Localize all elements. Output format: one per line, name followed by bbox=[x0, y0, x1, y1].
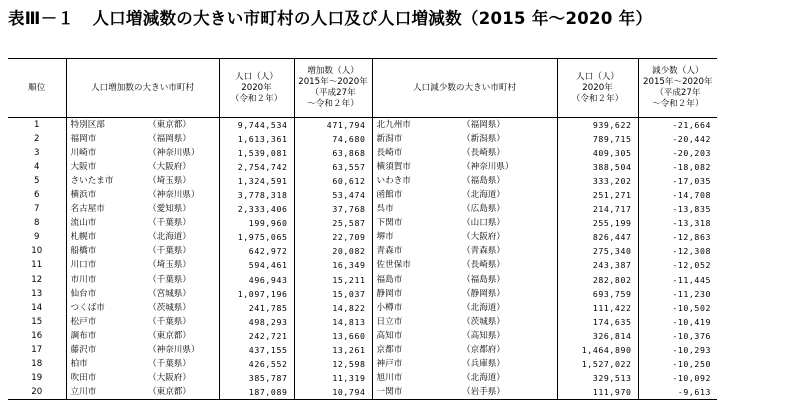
cell-dec-city: 静岡市 bbox=[372, 287, 462, 301]
table-row bbox=[8, 343, 794, 357]
cell-inc-pop: 3,778,318 bbox=[219, 188, 294, 202]
cell-inc-pref: （大阪府） bbox=[148, 162, 191, 173]
cell-dec-pop: 214,717 bbox=[557, 202, 638, 216]
table-row bbox=[8, 118, 794, 133]
cell-dec-pop: 111,970 bbox=[557, 385, 638, 400]
cell-dec-pref: （広島県） bbox=[462, 204, 505, 215]
cell-rank: 2 bbox=[34, 134, 40, 145]
cell-dec-pop: 826,447 bbox=[557, 230, 638, 244]
table-number: 表Ⅲ－１ bbox=[8, 9, 75, 28]
cell-inc-pop: 9,744,534 bbox=[219, 118, 294, 133]
table-row bbox=[8, 188, 794, 202]
cell-dec-pop: 1,527,022 bbox=[557, 357, 638, 371]
cell-inc-pop: 498,293 bbox=[219, 315, 294, 329]
cell-dec-city: 堺市 bbox=[372, 230, 462, 244]
cell-inc-change: 63,868 bbox=[294, 146, 372, 160]
header-decrease-population: 人口（人） 2020年 （令和２年） bbox=[557, 59, 638, 118]
cell-dec-pref: （北海道） bbox=[462, 190, 505, 201]
cell-inc-change: 14,813 bbox=[294, 315, 372, 329]
cell-rank: 10 bbox=[31, 246, 43, 257]
cell-dec-change: -17,035 bbox=[638, 174, 717, 188]
cell-dec-change: -10,293 bbox=[638, 343, 717, 357]
cell-dec-city: 函館市 bbox=[372, 188, 462, 202]
cell-dec-city: 佐世保市 bbox=[372, 258, 462, 272]
cell-dec-pop: 693,759 bbox=[557, 287, 638, 301]
cell-dec-pop: 409,305 bbox=[557, 146, 638, 160]
cell-dec-city: 小樽市 bbox=[372, 301, 462, 315]
table-row bbox=[8, 357, 794, 371]
cell-dec-pref: （長崎県） bbox=[462, 148, 505, 159]
cell-inc-pref: （福岡県） bbox=[148, 134, 191, 145]
cell-inc-city: 松戸市 bbox=[66, 315, 148, 329]
cell-inc-pop: 187,089 bbox=[219, 385, 294, 400]
cell-inc-change: 13,660 bbox=[294, 329, 372, 343]
table-row bbox=[8, 174, 794, 188]
population-change-table bbox=[8, 58, 794, 400]
cell-dec-change: -10,250 bbox=[638, 357, 717, 371]
cell-dec-city: 高知市 bbox=[372, 329, 462, 343]
table-row bbox=[8, 216, 794, 230]
cell-dec-pref: （福島県） bbox=[462, 176, 505, 187]
cell-dec-pref: （高知県） bbox=[462, 330, 505, 341]
cell-dec-pop: 111,422 bbox=[557, 301, 638, 315]
cell-inc-pop: 642,972 bbox=[219, 244, 294, 258]
cell-dec-city: 一関市 bbox=[372, 385, 462, 400]
cell-inc-change: 15,037 bbox=[294, 287, 372, 301]
table-row bbox=[8, 230, 794, 244]
cell-dec-pref: （大阪府） bbox=[462, 232, 505, 243]
cell-dec-city: 日立市 bbox=[372, 315, 462, 329]
page-title bbox=[8, 4, 798, 34]
cell-inc-change: 37,768 bbox=[294, 202, 372, 216]
table-row bbox=[8, 287, 794, 301]
cell-dec-city: 神戸市 bbox=[372, 357, 462, 371]
cell-dec-city: 青森市 bbox=[372, 244, 462, 258]
cell-dec-change: -18,082 bbox=[638, 160, 717, 174]
cell-dec-change: -14,708 bbox=[638, 188, 717, 202]
cell-inc-pref: （千葉県） bbox=[148, 218, 191, 229]
cell-dec-pop: 939,622 bbox=[557, 118, 638, 133]
cell-rank: 9 bbox=[34, 232, 40, 243]
cell-inc-change: 471,794 bbox=[294, 118, 372, 133]
cell-inc-pref: （大阪府） bbox=[148, 372, 191, 383]
cell-dec-change: -21,664 bbox=[638, 118, 717, 133]
cell-rank: 11 bbox=[31, 260, 43, 271]
cell-dec-pop: 174,635 bbox=[557, 315, 638, 329]
cell-inc-change: 25,587 bbox=[294, 216, 372, 230]
cell-dec-city: いわき市 bbox=[372, 174, 462, 188]
cell-dec-pref: （岩手県） bbox=[462, 385, 557, 400]
cell-dec-pop: 1,464,890 bbox=[557, 343, 638, 357]
cell-dec-pop: 251,271 bbox=[557, 188, 638, 202]
cell-rank: 20 bbox=[8, 385, 66, 400]
cell-dec-pref: （茨城県） bbox=[462, 316, 505, 327]
header-decrease-municipality: 人口減少数の大きい市町村 bbox=[372, 59, 557, 118]
cell-dec-city: 下関市 bbox=[372, 216, 462, 230]
cell-dec-pop: 282,802 bbox=[557, 273, 638, 287]
cell-rank: 3 bbox=[34, 148, 40, 159]
cell-inc-pop: 1,613,361 bbox=[219, 132, 294, 146]
cell-dec-change: -11,445 bbox=[638, 273, 717, 287]
table-row bbox=[8, 315, 794, 329]
cell-dec-pop: 326,814 bbox=[557, 329, 638, 343]
cell-rank: 15 bbox=[31, 316, 43, 327]
cell-dec-pop: 255,199 bbox=[557, 216, 638, 230]
cell-inc-change: 20,082 bbox=[294, 244, 372, 258]
cell-dec-change: -10,376 bbox=[638, 329, 717, 343]
cell-dec-city: 福島市 bbox=[372, 273, 462, 287]
cell-inc-pop: 241,785 bbox=[219, 301, 294, 315]
cell-inc-city: 吹田市 bbox=[66, 371, 148, 385]
cell-rank: 6 bbox=[34, 190, 40, 201]
cell-inc-city: 大阪市 bbox=[66, 160, 148, 174]
cell-inc-pref: （千葉県） bbox=[148, 274, 191, 285]
cell-inc-pop: 496,943 bbox=[219, 273, 294, 287]
cell-inc-pref: （東京都） bbox=[148, 385, 219, 400]
cell-inc-city: つくば市 bbox=[66, 301, 148, 315]
cell-dec-pref: （北海道） bbox=[462, 302, 505, 313]
cell-inc-city: 札幌市 bbox=[66, 230, 148, 244]
cell-inc-change: 53,474 bbox=[294, 188, 372, 202]
cell-inc-change: 16,349 bbox=[294, 258, 372, 272]
cell-inc-pop: 1,324,591 bbox=[219, 174, 294, 188]
cell-rank: 7 bbox=[34, 204, 40, 215]
cell-inc-pop: 2,333,406 bbox=[219, 202, 294, 216]
cell-inc-city: 川崎市 bbox=[66, 146, 148, 160]
cell-inc-change: 14,822 bbox=[294, 301, 372, 315]
cell-inc-pref: （茨城県） bbox=[148, 302, 191, 313]
cell-dec-pref: （山口県） bbox=[462, 218, 505, 229]
cell-inc-pop: 199,960 bbox=[219, 216, 294, 230]
cell-inc-change: 11,319 bbox=[294, 371, 372, 385]
cell-inc-pop: 437,155 bbox=[219, 343, 294, 357]
table-row bbox=[8, 244, 794, 258]
table-row bbox=[8, 258, 794, 272]
cell-inc-change: 74,680 bbox=[294, 132, 372, 146]
cell-dec-pref: （静岡県） bbox=[462, 288, 505, 299]
cell-dec-city: 長崎市 bbox=[372, 146, 462, 160]
cell-dec-city: 旭川市 bbox=[372, 371, 462, 385]
cell-rank: 4 bbox=[34, 162, 40, 173]
table-row bbox=[8, 385, 794, 400]
cell-dec-pref: （長崎県） bbox=[462, 260, 505, 271]
cell-rank: 17 bbox=[31, 344, 43, 355]
cell-inc-pop: 1,097,196 bbox=[219, 287, 294, 301]
cell-dec-pop: 275,340 bbox=[557, 244, 638, 258]
cell-dec-change: -12,308 bbox=[638, 244, 717, 258]
header-increase-change: 増加数（人） 2015年～2020年 （平成27年 ～令和２年） bbox=[294, 59, 372, 118]
header-decrease-change: 減少数（人） 2015年～2020年 （平成27年 ～令和２年） bbox=[638, 59, 717, 118]
cell-inc-city: 立川市 bbox=[66, 385, 148, 400]
cell-inc-change: 10,794 bbox=[294, 385, 372, 400]
cell-inc-pref: （埼玉県） bbox=[148, 260, 191, 271]
cell-dec-change: -20,442 bbox=[638, 132, 717, 146]
cell-dec-pref: （福島県） bbox=[462, 274, 505, 285]
cell-dec-city: 新潟市 bbox=[372, 132, 462, 146]
cell-dec-change: -10,419 bbox=[638, 315, 717, 329]
cell-rank: 19 bbox=[31, 372, 43, 383]
cell-inc-city: 市川市 bbox=[66, 273, 148, 287]
cell-inc-city: 藤沢市 bbox=[66, 343, 148, 357]
cell-inc-pref: （神奈川県） bbox=[148, 190, 200, 201]
cell-inc-city: 流山市 bbox=[66, 216, 148, 230]
cell-dec-change: -12,052 bbox=[638, 258, 717, 272]
cell-inc-pop: 1,539,081 bbox=[219, 146, 294, 160]
cell-inc-city: 川口市 bbox=[66, 258, 148, 272]
cell-inc-city: 船橋市 bbox=[66, 244, 148, 258]
cell-dec-pop: 333,202 bbox=[557, 174, 638, 188]
table-row bbox=[8, 146, 794, 160]
cell-inc-pref: （千葉県） bbox=[148, 246, 191, 257]
cell-dec-change: -11,230 bbox=[638, 287, 717, 301]
cell-dec-pref: （神奈川県） bbox=[462, 162, 514, 173]
cell-inc-pop: 1,975,065 bbox=[219, 230, 294, 244]
cell-inc-city: 横浜市 bbox=[66, 188, 148, 202]
table-row bbox=[8, 301, 794, 315]
cell-rank: 5 bbox=[34, 176, 40, 187]
cell-inc-change: 63,557 bbox=[294, 160, 372, 174]
table-body bbox=[8, 118, 794, 400]
cell-rank: 18 bbox=[31, 358, 43, 369]
cell-inc-pop: 2,754,742 bbox=[219, 160, 294, 174]
cell-dec-change: -13,318 bbox=[638, 216, 717, 230]
cell-dec-pop: 388,504 bbox=[557, 160, 638, 174]
cell-inc-pop: 594,461 bbox=[219, 258, 294, 272]
cell-dec-pop: 789,715 bbox=[557, 132, 638, 146]
cell-inc-change: 22,709 bbox=[294, 230, 372, 244]
cell-inc-change: 15,211 bbox=[294, 273, 372, 287]
cell-inc-pref: （北海道） bbox=[148, 232, 191, 243]
cell-inc-change: 12,598 bbox=[294, 357, 372, 371]
cell-inc-pref: （神奈川県） bbox=[148, 344, 200, 355]
cell-dec-change: -20,203 bbox=[638, 146, 717, 160]
cell-rank: 8 bbox=[34, 218, 40, 229]
cell-dec-pop: 329,513 bbox=[557, 371, 638, 385]
table-row bbox=[8, 202, 794, 216]
cell-dec-pref: （福岡県） bbox=[462, 120, 505, 131]
cell-dec-change: -13,835 bbox=[638, 202, 717, 216]
cell-rank: 14 bbox=[31, 302, 43, 313]
table-row bbox=[8, 160, 794, 174]
cell-dec-city: 北九州市 bbox=[372, 118, 462, 133]
cell-inc-city: 福岡市 bbox=[66, 132, 148, 146]
cell-inc-city: 名古屋市 bbox=[66, 202, 148, 216]
cell-dec-pref: （青森県） bbox=[462, 246, 505, 257]
table-caption: 人口増減数の大きい市町村の人口及び人口増減数（2015 年～2020 年） bbox=[92, 9, 653, 28]
cell-inc-pref: （宮城県） bbox=[148, 288, 191, 299]
cell-inc-change: 60,612 bbox=[294, 174, 372, 188]
cell-rank: 13 bbox=[31, 288, 43, 299]
cell-inc-city: 仙台市 bbox=[66, 287, 148, 301]
cell-inc-city: さいたま市 bbox=[66, 174, 148, 188]
header-rank: 順位 bbox=[8, 59, 66, 118]
cell-inc-change: 13,261 bbox=[294, 343, 372, 357]
cell-inc-pop: 242,721 bbox=[219, 329, 294, 343]
cell-dec-change: -9,613 bbox=[638, 385, 717, 400]
cell-dec-pop: 243,387 bbox=[557, 258, 638, 272]
cell-inc-pref: （愛知県） bbox=[148, 204, 191, 215]
cell-rank: 1 bbox=[34, 120, 40, 131]
cell-dec-pref: （新潟県） bbox=[462, 134, 505, 145]
cell-inc-pref: （埼玉県） bbox=[148, 176, 191, 187]
header-increase-municipality: 人口増加数の大きい市町村 bbox=[66, 59, 219, 118]
cell-inc-city: 柏市 bbox=[66, 357, 148, 371]
cell-dec-city: 呉市 bbox=[372, 202, 462, 216]
cell-dec-pref: （北海道） bbox=[462, 372, 505, 383]
cell-dec-change: -10,092 bbox=[638, 371, 717, 385]
cell-inc-pop: 385,787 bbox=[219, 371, 294, 385]
cell-dec-pref: （兵庫県） bbox=[462, 358, 505, 369]
cell-dec-change: -10,502 bbox=[638, 301, 717, 315]
cell-inc-pref: （千葉県） bbox=[148, 316, 191, 327]
cell-inc-city: 特別区部 bbox=[66, 118, 148, 133]
cell-rank: 16 bbox=[31, 330, 43, 341]
header-row bbox=[8, 59, 794, 118]
cell-dec-change: -12,863 bbox=[638, 230, 717, 244]
cell-dec-city: 京都市 bbox=[372, 343, 462, 357]
cell-inc-pref: （東京都） bbox=[148, 330, 191, 341]
cell-rank: 12 bbox=[31, 274, 43, 285]
table-row bbox=[8, 329, 794, 343]
cell-inc-pref: （千葉県） bbox=[148, 358, 191, 369]
table-row bbox=[8, 273, 794, 287]
table-row bbox=[8, 371, 794, 385]
cell-inc-pop: 426,552 bbox=[219, 357, 294, 371]
cell-inc-city: 調布市 bbox=[66, 329, 148, 343]
header-increase-population: 人口（人） 2020年 （令和２年） bbox=[219, 59, 294, 118]
table-row bbox=[8, 132, 794, 146]
cell-dec-pref: （京都府） bbox=[462, 344, 505, 355]
cell-inc-pref: （神奈川県） bbox=[148, 148, 200, 159]
cell-dec-city: 横須賀市 bbox=[372, 160, 462, 174]
cell-inc-pref: （東京都） bbox=[148, 120, 191, 131]
